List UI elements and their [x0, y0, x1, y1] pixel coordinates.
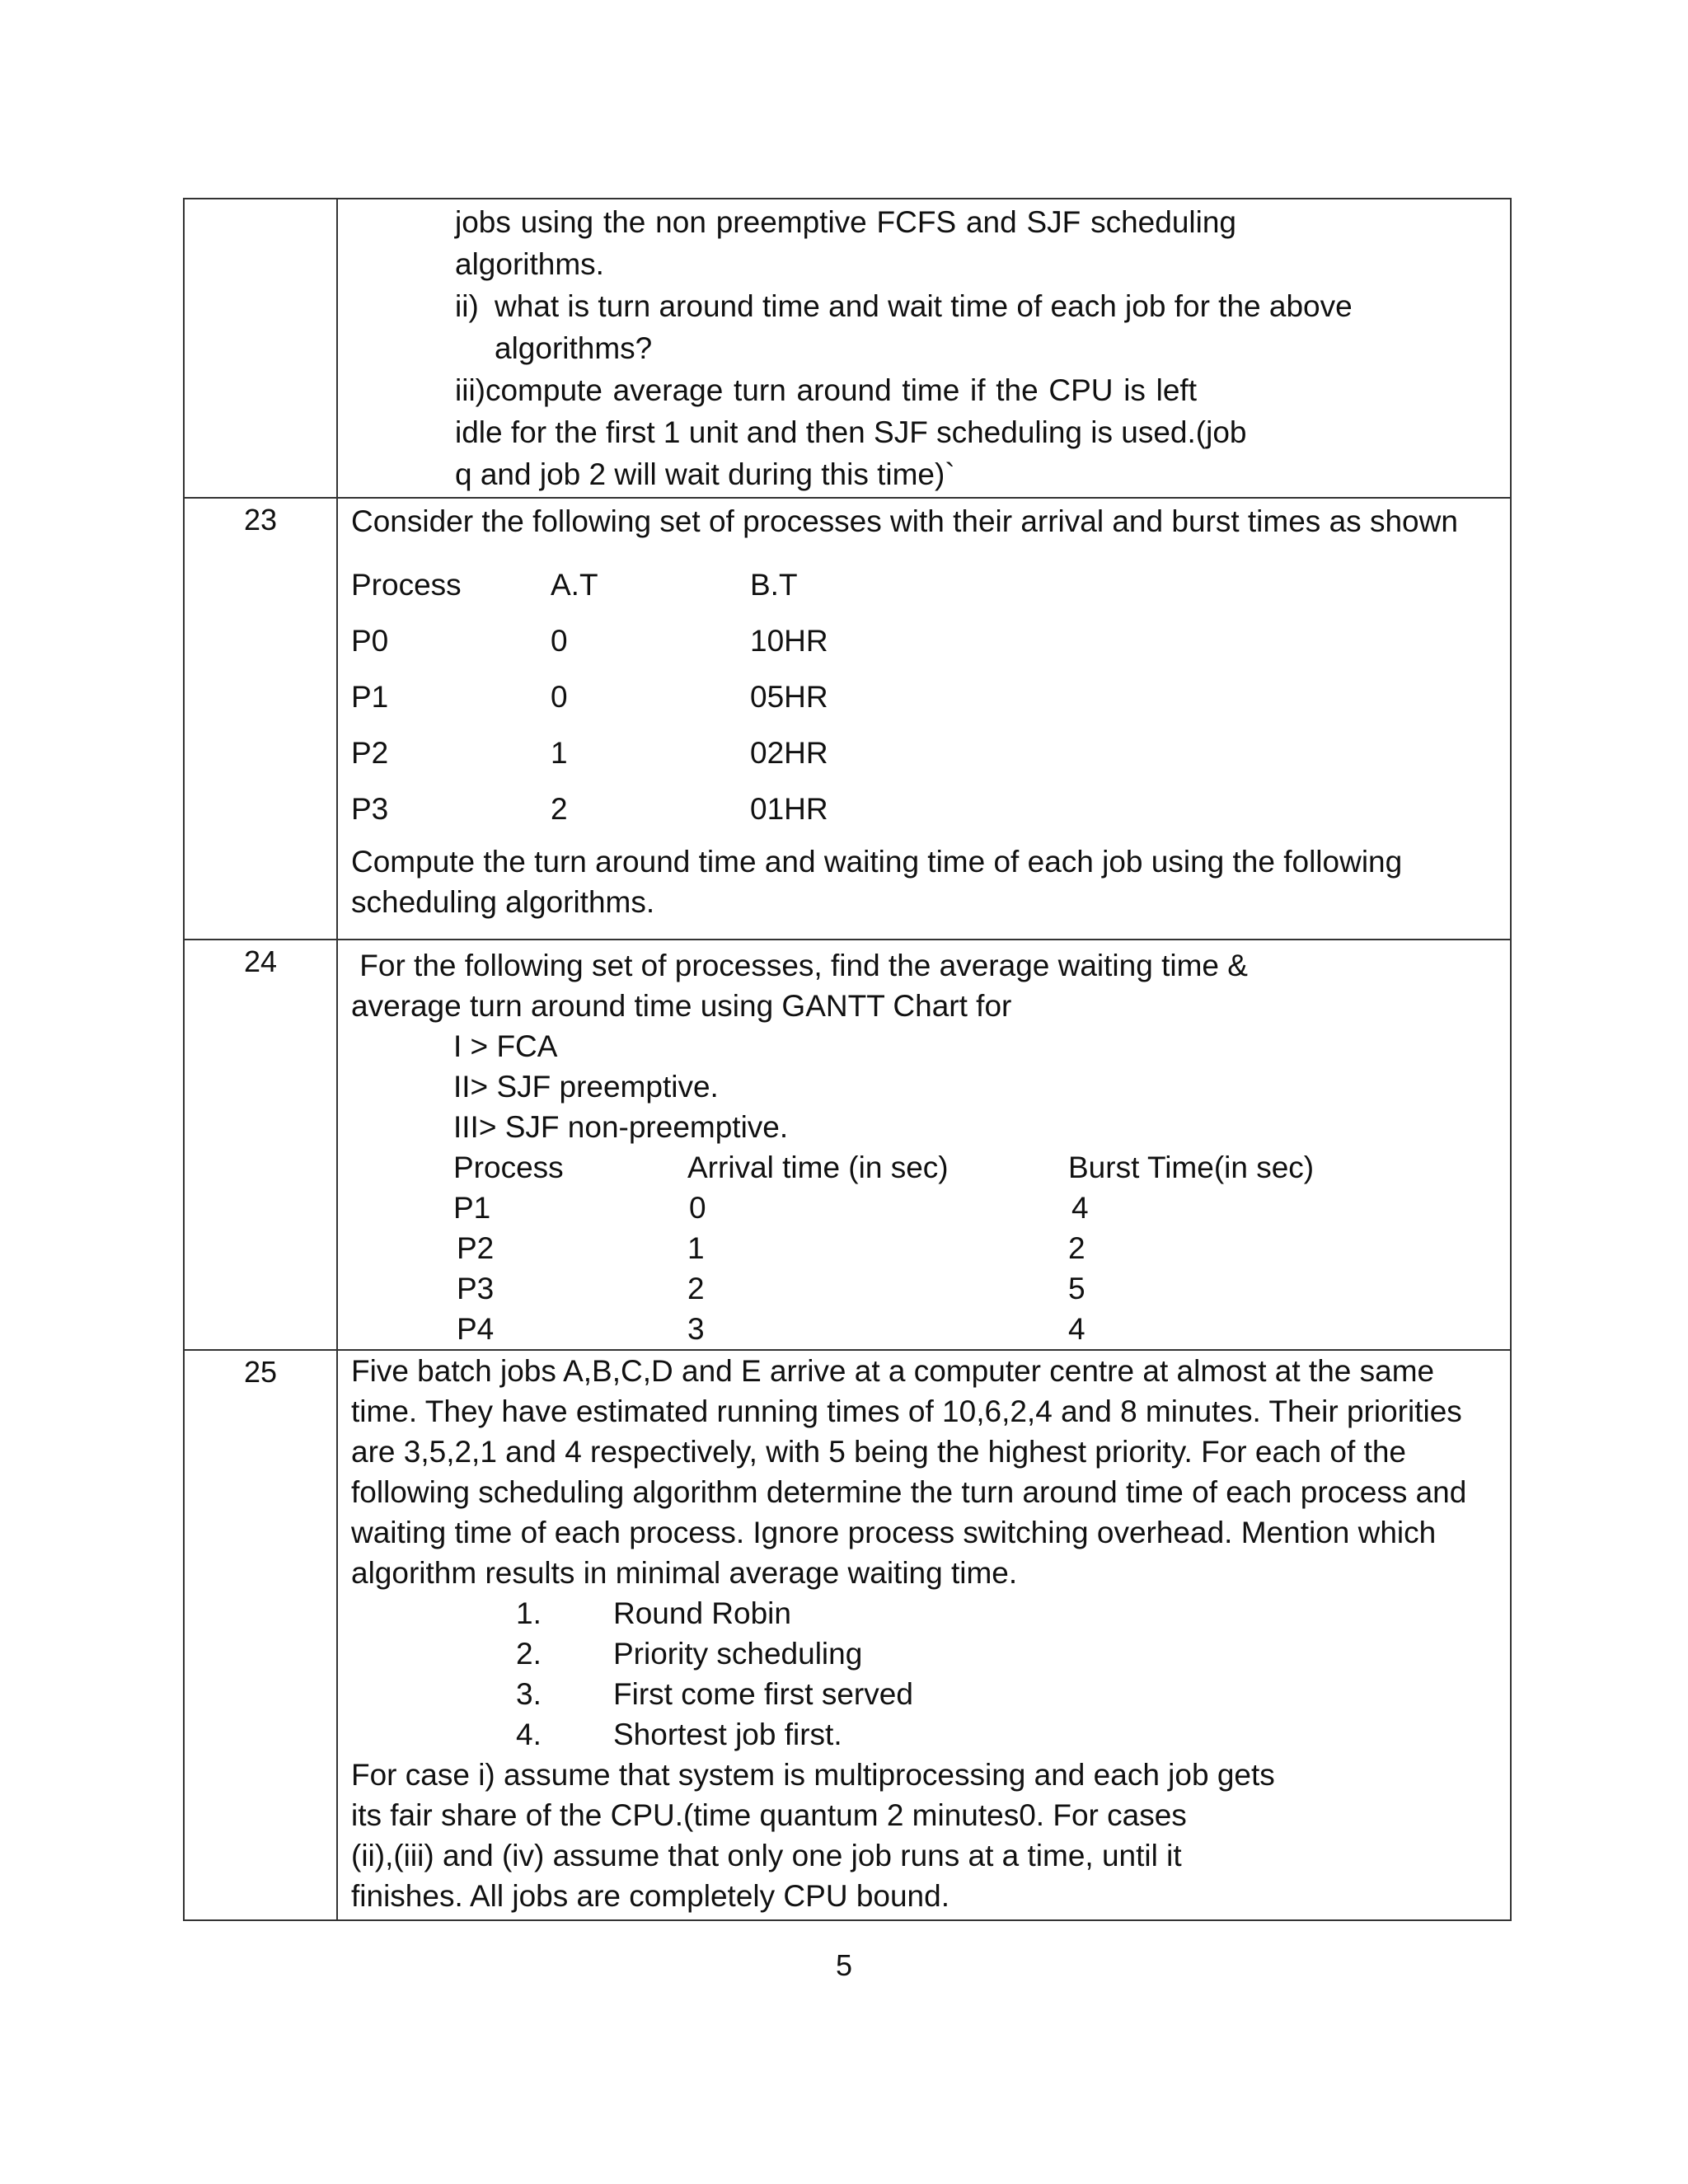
- q24-cell: 2: [1068, 1231, 1085, 1265]
- q25-paragraph-line: algorithm results in minimal average waiting time.: [351, 1556, 1018, 1590]
- q23-cell: P2: [351, 735, 389, 770]
- question-row-22-continued: [184, 199, 1511, 498]
- q23-cell: 2: [551, 791, 568, 826]
- list-item: [516, 1593, 1502, 1633]
- q24-header-arrival: Arrival time (in sec): [687, 1151, 949, 1184]
- q25-tail-line: (ii),(iii) and (iv) assume that only one job runs at a time, until it: [351, 1839, 1182, 1872]
- q22-item-ii-label: ii): [455, 289, 479, 323]
- q25-tail-line: finishes. All jobs are completely CPU bound.: [351, 1879, 950, 1913]
- list-item-text: Priority scheduling: [613, 1637, 863, 1671]
- q25-tail-line: its fair share of the CPU.(time quantum 2 minutes0. For cases: [351, 1798, 1187, 1832]
- q23-table-header: [351, 556, 997, 612]
- q24-algorithm: II> SJF preemptive.: [453, 1070, 719, 1104]
- q23-header-at: A.T: [551, 567, 598, 602]
- q22-item-ii: [455, 285, 1353, 327]
- q23-outro: scheduling algorithms.: [351, 885, 655, 919]
- q24-cell: P4: [457, 1312, 495, 1346]
- q24-cell: 4: [1071, 1191, 1089, 1225]
- q22-line: algorithms.: [455, 247, 604, 281]
- q23-table-row: [351, 612, 997, 668]
- q24-header-process: Process: [453, 1151, 564, 1184]
- q25-paragraph-line: are 3,5,2,1 and 4 respectively, with 5 being the highest priority. For each of the: [351, 1435, 1406, 1469]
- q23-cell: 02HR: [750, 735, 828, 770]
- q23-cell: P3: [351, 791, 389, 826]
- q24-text: [351, 940, 1502, 1349]
- list-item-number: 3.: [516, 1677, 542, 1711]
- q24-algorithm: I > FCA: [453, 1029, 558, 1063]
- q25-paragraph-line: Five batch jobs A,B,C,D and E arrive at a computer centre at almost at the same: [351, 1354, 1435, 1388]
- q23-process-table: [351, 556, 997, 837]
- q22-text: [351, 199, 1353, 497]
- q23-header-bt: B.T: [750, 567, 798, 602]
- q25-tail-line: For case i) assume that system is multiprocessing and each job gets: [351, 1758, 1275, 1792]
- q25-paragraph-line: waiting time of each process. Ignore process switching overhead. Mention which: [351, 1516, 1437, 1549]
- q23-header-process: Process: [351, 567, 462, 602]
- list-item-text: Round Robin: [613, 1596, 791, 1630]
- q23-cell: 01HR: [750, 791, 828, 826]
- q24-table-row: [453, 1188, 1319, 1228]
- q24-cell: 0: [689, 1191, 706, 1225]
- q24-header-burst: Burst Time(in sec): [1068, 1151, 1315, 1184]
- list-item: [516, 1674, 1502, 1714]
- q23-cell: 0: [551, 623, 568, 658]
- q24-cell: 4: [1068, 1312, 1085, 1346]
- question-row-23: [184, 498, 1511, 940]
- list-item-text: First come first served: [613, 1677, 913, 1711]
- q23-cell: 05HR: [750, 679, 828, 714]
- q22-item-ii-line: what is turn around time and wait time of each job for the above: [495, 289, 1353, 323]
- q24-cell: P2: [457, 1231, 495, 1265]
- q23-cell: 10HR: [750, 623, 828, 658]
- q24-cell: P1: [453, 1191, 491, 1225]
- q24-table-row: [453, 1228, 1319, 1268]
- question-number-cell: [184, 199, 337, 498]
- q25-paragraph-line: time. They have estimated running times of 10,6,2,4 and 8 minutes. Their priorities: [351, 1394, 1462, 1428]
- q23-text: [351, 499, 1502, 939]
- question-row-24: [184, 940, 1511, 1350]
- q24-cell: 3: [687, 1312, 705, 1346]
- question-content-cell: [337, 940, 1511, 1350]
- q25-algorithm-list: [516, 1593, 1502, 1755]
- question-number: 24: [184, 940, 337, 1350]
- q24-cell: 5: [1068, 1272, 1085, 1305]
- q24-intro: For the following set of processes, find the average waiting time &: [351, 949, 1248, 982]
- list-item-number: 4.: [516, 1718, 542, 1751]
- q22-item-iii-line: idle for the first 1 unit and then SJF scheduling is used.(job: [455, 415, 1247, 449]
- list-item-number: 1.: [516, 1596, 542, 1630]
- q24-table-header: [453, 1147, 1319, 1188]
- q24-table-row: [453, 1309, 1319, 1349]
- question-content-cell: [337, 199, 1511, 498]
- list-item: [516, 1714, 1502, 1755]
- q23-cell: P1: [351, 679, 389, 714]
- q25-text: [351, 1351, 1502, 1919]
- q23-table-row: [351, 724, 997, 780]
- q24-cell: P3: [457, 1272, 495, 1305]
- question-number: 23: [184, 498, 337, 940]
- q24-algorithm: III> SJF non-preemptive.: [453, 1110, 789, 1144]
- list-item-text: Shortest job first.: [613, 1718, 842, 1751]
- list-item-number: 2.: [516, 1637, 542, 1671]
- questions-table: [183, 198, 1512, 1921]
- q23-intro: Consider the following set of processes with their arrival and burst times as shown: [351, 504, 1458, 538]
- q23-cell: 0: [551, 679, 568, 714]
- list-item: [516, 1633, 1502, 1674]
- q25-paragraph-line: following scheduling algorithm determine the turn around time of each process and: [351, 1475, 1467, 1509]
- q24-table-row: [453, 1268, 1319, 1309]
- q22-item-iii-line: q and job 2 will wait during this time)`: [455, 457, 955, 491]
- page-number: 5: [835, 1948, 853, 1982]
- q23-outro: Compute the turn around time and waiting time of each job using the following: [351, 845, 1403, 879]
- q24-cell: 1: [687, 1231, 705, 1265]
- q22-item-iii-line: iii)compute average turn around time if the CPU is left: [455, 373, 1197, 407]
- question-number: 25: [184, 1350, 337, 1920]
- q23-table-row: [351, 780, 997, 837]
- q24-process-table: [453, 1147, 1319, 1349]
- q23-cell: P0: [351, 623, 389, 658]
- question-content-cell: [337, 1350, 1511, 1920]
- q23-cell: 1: [551, 735, 568, 770]
- q23-table-row: [351, 668, 997, 724]
- q22-line: jobs using the non preemptive FCFS and SJF scheduling: [455, 205, 1236, 239]
- question-row-25: [184, 1350, 1511, 1920]
- question-content-cell: [337, 498, 1511, 940]
- q22-item-ii-line: algorithms?: [495, 331, 653, 365]
- q24-cell: 2: [687, 1272, 705, 1305]
- q24-intro: average turn around time using GANTT Chart for: [351, 989, 1012, 1023]
